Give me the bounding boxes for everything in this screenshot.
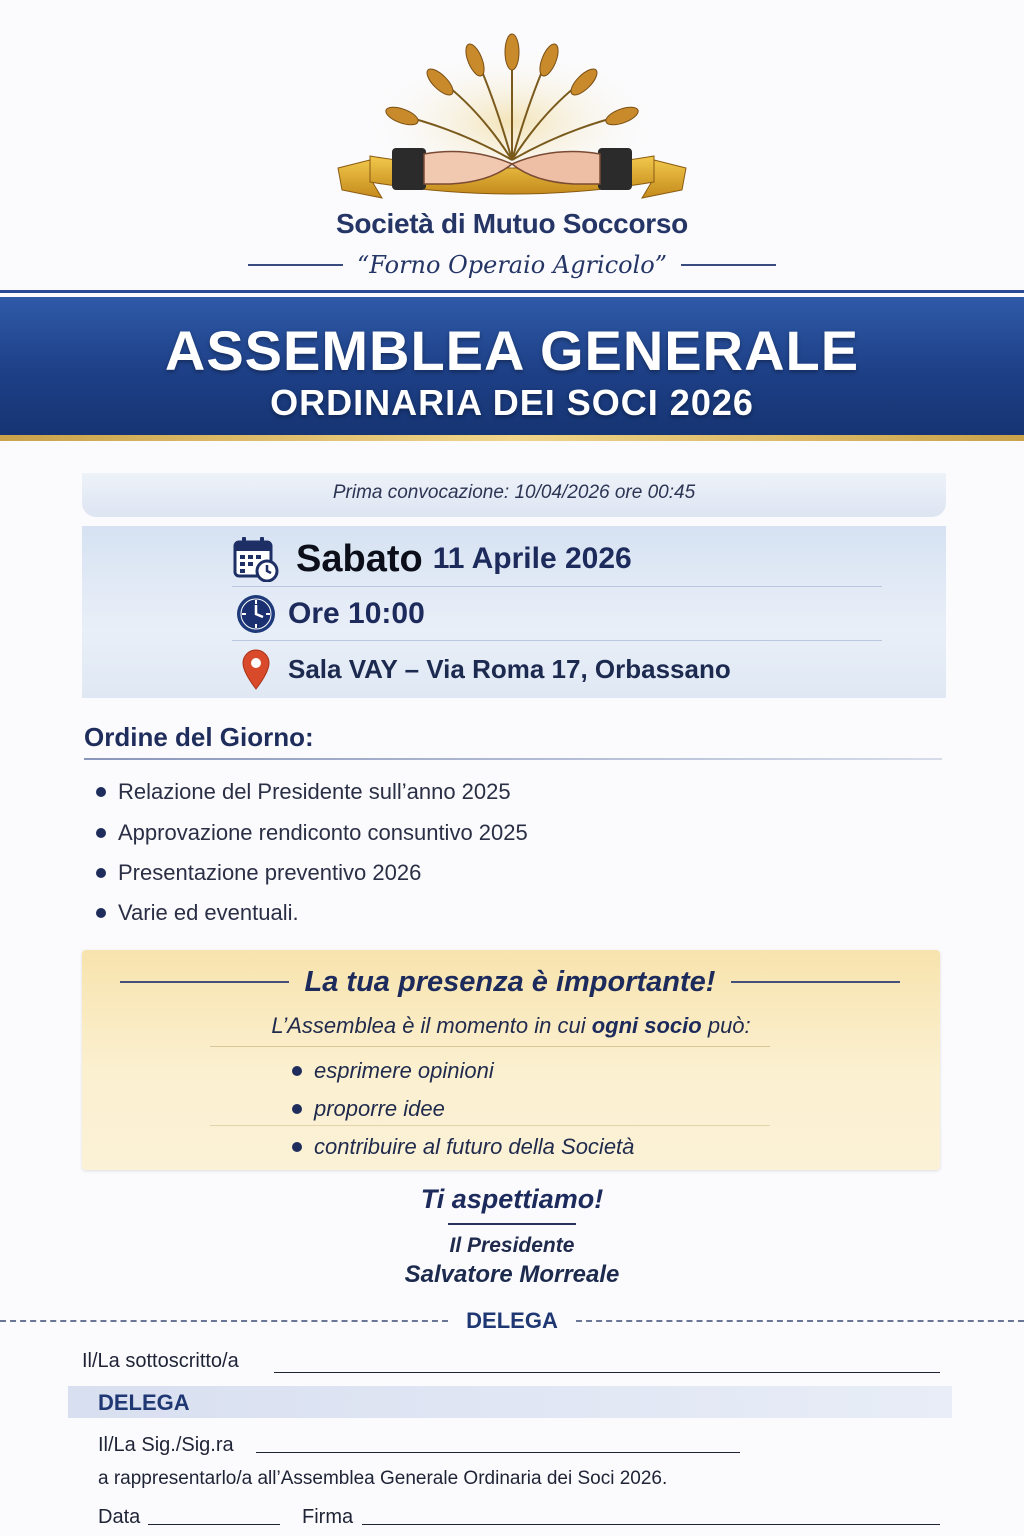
bullet-icon bbox=[96, 908, 106, 918]
dashed-line bbox=[0, 1320, 448, 1322]
proxy-heading: DELEGA bbox=[466, 1308, 558, 1333]
event-place-row bbox=[232, 644, 731, 694]
event-weekday: Sabato bbox=[296, 537, 423, 580]
first-call-notice: Prima convocazione: 10/04/2026 ore 00:45 bbox=[82, 473, 946, 517]
delegate-field[interactable] bbox=[256, 1452, 740, 1453]
presence-intro: L’Assemblea è il momento in cui ogni socio può: bbox=[271, 1013, 751, 1038]
agenda-item: Relazione del Presidente sull’anno 2025 bbox=[96, 772, 528, 812]
undersigned-field[interactable] bbox=[274, 1372, 940, 1373]
date-field[interactable] bbox=[148, 1524, 280, 1525]
president-name: Salvatore Morreale bbox=[404, 1261, 620, 1288]
event-details-box bbox=[82, 526, 946, 698]
signature-field[interactable] bbox=[362, 1524, 940, 1525]
decor-line-right bbox=[681, 264, 776, 266]
decor-line-left bbox=[248, 264, 343, 266]
event-date: 11 Aprile 2026 bbox=[432, 542, 632, 575]
event-separator bbox=[232, 640, 882, 641]
date-label: Data bbox=[98, 1506, 141, 1528]
banner-title: ASSEMBLEA GENERALE bbox=[164, 319, 860, 382]
bullet-icon bbox=[292, 1142, 302, 1152]
presence-rule bbox=[210, 1046, 770, 1047]
calendar-icon bbox=[232, 536, 280, 582]
decor-line-right bbox=[731, 981, 900, 983]
proxy-cut-line bbox=[0, 1308, 1024, 1334]
presence-title-row bbox=[120, 962, 900, 1002]
undersigned-label: Il/La sottoscritto/a bbox=[82, 1350, 239, 1372]
logo-wheat-handshake-icon bbox=[330, 30, 694, 205]
presence-item: esprimere opinioni bbox=[292, 1052, 634, 1090]
agenda-title: Ordine del Giorno: bbox=[84, 722, 314, 752]
agenda-rule bbox=[84, 758, 942, 760]
event-date-row bbox=[232, 532, 632, 586]
presence-item: contribuire al futuro della Società bbox=[292, 1128, 634, 1166]
event-time: Ore 10:00 bbox=[288, 597, 425, 630]
presence-item: proporre idee bbox=[292, 1090, 634, 1128]
bullet-icon bbox=[292, 1066, 302, 1076]
delegate-label: Il/La Sig./Sig.ra bbox=[98, 1434, 234, 1456]
presence-list bbox=[292, 1052, 634, 1166]
agenda-item: Varie ed eventuali. bbox=[96, 892, 528, 934]
signature-label: Firma bbox=[302, 1506, 354, 1528]
agenda-list bbox=[96, 772, 528, 934]
org-name: Società di Mutuo Soccorso bbox=[336, 208, 688, 239]
org-subtitle: “Forno Operaio Agricolo” bbox=[357, 251, 667, 279]
delega-band bbox=[68, 1386, 952, 1418]
bullet-icon bbox=[96, 868, 106, 878]
event-time-row bbox=[232, 590, 425, 638]
bullet-icon bbox=[96, 787, 106, 797]
decor-line-left bbox=[120, 981, 289, 983]
presence-title: La tua presenza è importante! bbox=[304, 965, 716, 998]
president-role: Il Presidente bbox=[449, 1234, 575, 1257]
agenda-item: Presentazione preventivo 2026 bbox=[96, 854, 528, 892]
event-separator bbox=[232, 586, 882, 587]
banner-gold-stripe bbox=[0, 435, 1024, 441]
bullet-icon bbox=[292, 1104, 302, 1114]
banner-top-line bbox=[0, 290, 1024, 293]
org-subtitle-row bbox=[248, 250, 776, 280]
closing-message: Ti aspettiamo! bbox=[420, 1184, 604, 1214]
agenda-item: Approvazione rendiconto consuntivo 2025 bbox=[96, 812, 528, 854]
event-place: Sala VAY – Via Roma 17, Orbassano bbox=[288, 653, 731, 684]
banner-subtitle: ORDINARIA DEI SOCI 2026 bbox=[270, 382, 754, 423]
closing-rule bbox=[448, 1223, 576, 1225]
delega-label: DELEGA bbox=[98, 1390, 190, 1415]
location-pin-icon bbox=[232, 646, 280, 692]
clock-icon bbox=[232, 591, 280, 637]
bullet-icon bbox=[96, 828, 106, 838]
dashed-line bbox=[576, 1320, 1024, 1322]
presence-rule bbox=[210, 1125, 770, 1126]
represent-text: a rappresentarlo/a all’Assemblea Generale Ordinaria dei Soci 2026. bbox=[98, 1468, 668, 1489]
